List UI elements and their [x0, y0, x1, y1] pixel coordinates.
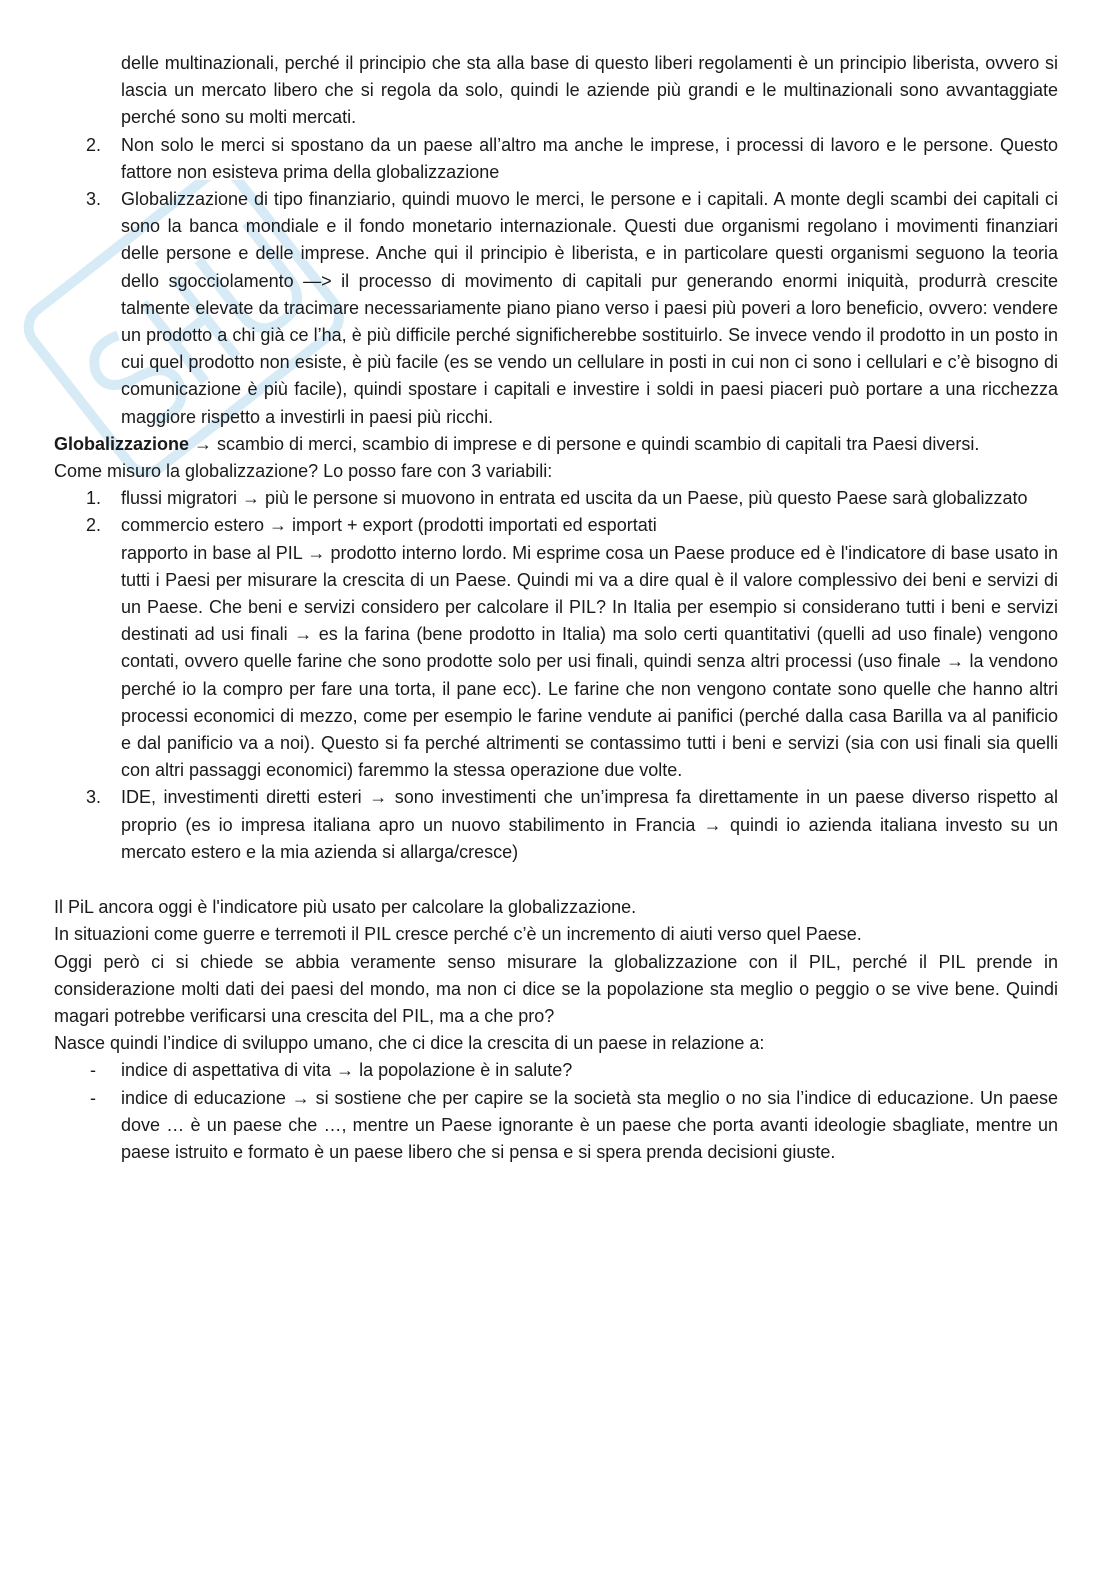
- list-item-text: IDE, investimenti diretti esteri → sono investimenti che un’impresa fa direttamente in un paese diverso rispetto al proprio (es io impresa italiana apro un nuovo stabilimento in Francia → quindi io azienda italiana investo su un mercato estero e la mia azienda si allarga/cresce): [121, 787, 1058, 862]
- list-item: [54, 512, 1058, 784]
- list-marker: 3.: [86, 787, 102, 808]
- list-marker: 3.: [86, 189, 102, 210]
- list-item: [54, 1057, 1058, 1084]
- definition-term: Globalizzazione: [54, 433, 190, 454]
- definition-text: → scambio di merci, scambio di imprese e di persone e quindi scambio di capitali tra Paesi diversi.: [189, 433, 980, 454]
- measure-question: Come misuro la globalizzazione? Lo posso fare con 3 variabili:: [54, 461, 553, 482]
- list-item: [54, 784, 1058, 866]
- globalization-types-list: [54, 132, 1058, 431]
- paragraph-spacer: [54, 866, 1058, 894]
- list-marker: 2.: [86, 515, 102, 536]
- globalization-definition: [54, 431, 1058, 458]
- list-item-text: flussi migratori → più le persone si muovono in entrata ed uscita da un Paese, più questo Paese sarà globalizzato: [121, 488, 1028, 509]
- list-item-text: Globalizzazione di tipo finanziario, quindi muovo le merci, le persone e i capitali. A monte degli scambi dei capitali ci sono la banca mondiale e il fondo monetario internazionale. Questi due organismi regolano i movimenti finanziari delle persone e delle imprese. Anche qui il principio è liberista, e in particolare questi organismi seguono la teoria dello sgocciolamento —> il processo di movimento di capitali pur generando enormi iniquità, produrrà crescite talmente elevate da tracimare necessariamente piano piano verso i paesi più poveri a loro beneficio, ovvero: vendere un prodotto a chi già ce l’ha, è più difficile perché significherebbe sostituirlo. Se invece vendo il prodotto in un posto in cui quel prodotto non esiste, è più facile (es se vendo un cellulare in posti in cui non ci sono i cellulari e c’è bisogno di comunicazione è più facile), quindi spostare i capitali e investire i soldi in paesi piaceri può portare a una ricchezza maggiore rispetto a investirli in paesi più ricchi.: [121, 189, 1058, 427]
- paragraph: In situazioni come guerre e terremoti il PIL cresce perché c’è un incremento di aiuti verso quel Paese.: [54, 924, 862, 945]
- paragraph: Il PiL ancora oggi è l'indicatore più usato per calcolare la globalizzazione.: [54, 897, 637, 918]
- list-marker: -: [90, 1087, 96, 1108]
- list-item: [54, 186, 1058, 431]
- list-item: [54, 132, 1058, 186]
- list-item: [54, 485, 1058, 512]
- human-development-index-list: [54, 1057, 1058, 1166]
- list-item-continuation: rapporto in base al PIL → prodotto interno lordo. Mi esprime cosa un Paese produce ed è l'indicatore di base usato in tutti i Paesi per misurare la crescita di un Paese. Quindi mi va a dire qual è il valore complessivo dei beni e servizi di un Paese. Che beni e servizi considero per calcolare il PIL? In Italia per esempio si considerano tutti i beni e servizi destinati ad usi finali → es la farina (bene prodotto in Italia) ma solo certi quantitativi (quelli ad uso finale) vengono contati, ovvero quelle farine che sono prodotte solo per usi finali, quindi senza altri processi (uso finale → la vendono perché io la compro per fare una torta, il pane ecc). Le farine che non vengono contate sono quelle che hanno altri processi economici di mezzo, come per esempio le farine vendute ai panifici (perché dalla casa Barilla va al panificio e dal panificio va a noi). Questo si fa perché altrimenti se contassimo tutti i beni e servizi (sia con usi finali sia quelli con altri passaggi economici) faremmo la stessa operazione due volte.: [121, 542, 1058, 781]
- list-item-text: Non solo le merci si spostano da un paese all’altro ma anche le imprese, i processi di lavoro e le persone. Questo fattore non esisteva prima della globalizzazione: [121, 134, 1058, 182]
- paragraph: Nasce quindi l’indice di sviluppo umano, che ci dice la crescita di un paese in relazione a:: [54, 1033, 765, 1054]
- list-marker: 1.: [86, 488, 102, 509]
- list-marker: -: [90, 1060, 96, 1081]
- measurement-variables-list: [54, 485, 1058, 866]
- document-page: [54, 50, 1058, 1166]
- list-item-text: indice di aspettativa di vita → la popolazione è in salute?: [121, 1060, 573, 1081]
- list-marker: 2.: [86, 134, 102, 155]
- list-item: [54, 1085, 1058, 1167]
- list-item-text: indice di educazione → si sostiene che per capire se la società sta meglio o no sia l’indice di educazione. Un paese dove … è un paese che …, mentre un Paese ignorante è un paese che porta avanti ideologie sbagliate, mentre un paese istruito e formato è un paese libero che si pensa e si spera prenda decisioni giuste.: [121, 1087, 1058, 1162]
- list-item-text: commercio estero → import + export (prodotti importati ed esportati: [121, 515, 657, 536]
- paragraph: Oggi però ci si chiede se abbia veramente senso misurare la globalizzazione con il PIL, perché il PIL prende in considerazione molti dati dei paesi del mondo, ma non ci dice se la popolazione sta meglio o peggio o se vive bene. Quindi magari potrebbe verificarsi una crescita del PIL, ma a che pro?: [54, 951, 1058, 1026]
- intro-continuation: delle multinazionali, perché il principio che sta alla base di questo liberi regolamenti è un principio liberista, ovvero si lascia un mercato libero che si regola da solo, quindi le aziende più grandi e le multinazionali sono avvantaggiate perché sono su molti mercati.: [121, 53, 1058, 128]
